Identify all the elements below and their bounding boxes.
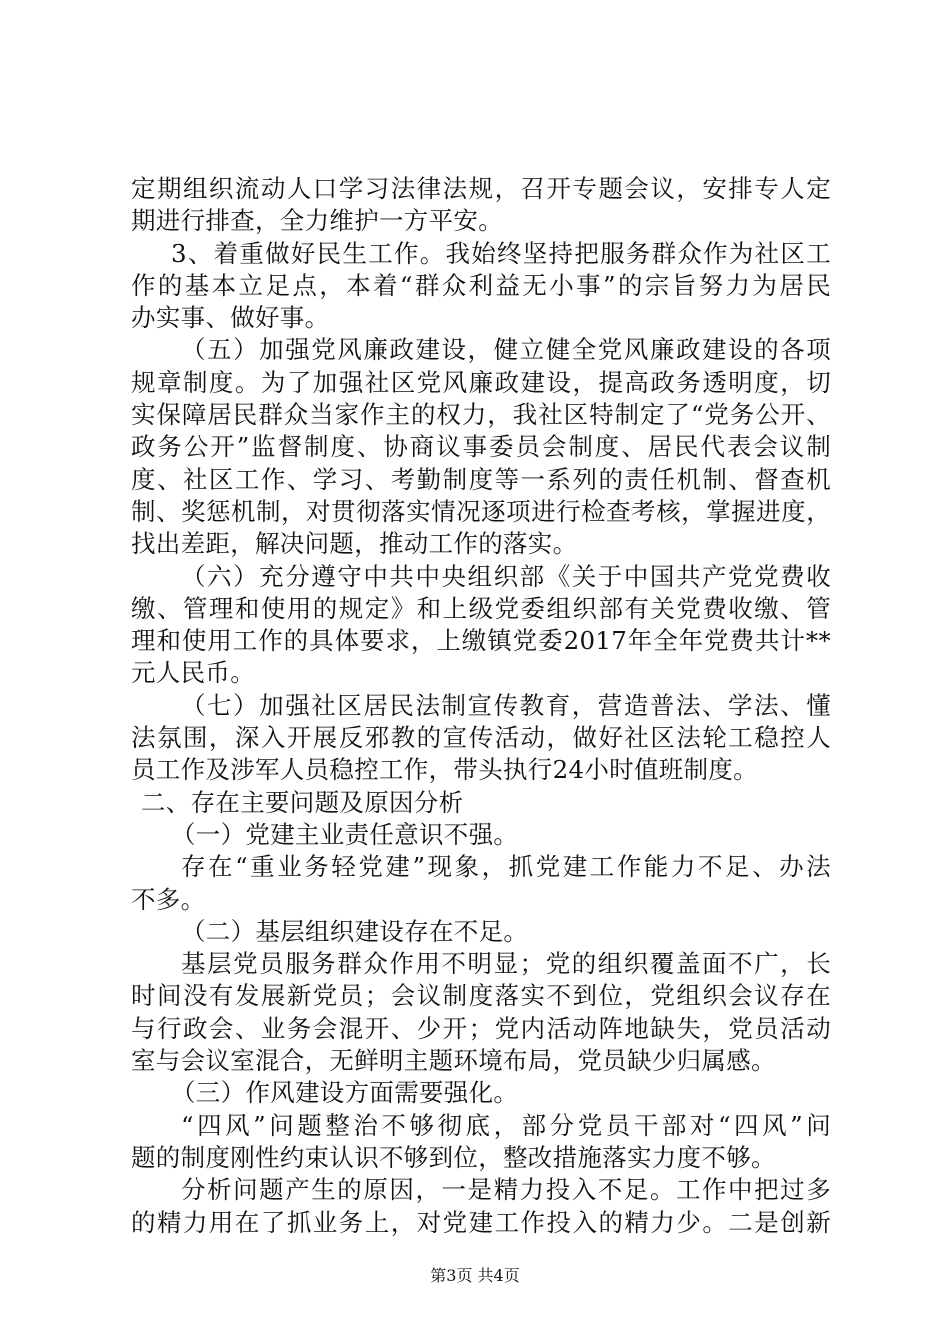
- text-line: 政务公开”监督制度、协商议事委员会制度、居民代表会议制: [131, 432, 831, 462]
- text-line: 理和使用工作的具体要求，上缴镇党委2017年全年党费共计**: [131, 626, 831, 656]
- text-line: （二）基层组织建设存在不足。: [181, 916, 529, 946]
- text-line: 缴、管理和使用的规定》和上级党委组织部有关党费收缴、管: [131, 593, 831, 623]
- text-line: （一）党建主业责任意识不强。: [171, 819, 519, 849]
- text-line: 实保障居民群众当家作主的权力，我社区特制定了“党务公开、: [131, 400, 831, 430]
- text-line: “四风”问题整治不够彻底，部分党员干部对“四风”问: [181, 1110, 831, 1140]
- text-line: 题的制度刚性约束认识不够到位，整改措施落实力度不够。: [131, 1142, 776, 1172]
- text-line: 法氛围，深入开展反邪教的宣传活动，做好社区法轮工稳控人: [131, 723, 831, 753]
- text-line: 找出差距，解决问题，推动工作的落实。: [131, 529, 578, 559]
- text-line: （七）加强社区居民法制宣传教育，营造普法、学法、懂: [181, 690, 831, 720]
- text-line: 的精力用在了抓业务上，对党建工作投入的精力少。二是创新: [131, 1207, 831, 1237]
- text-line: 制、奖惩机制，对贯彻落实情况逐项进行检查考核，掌握进度，: [131, 496, 831, 526]
- text-line: 度、社区工作、学习、考勤制度等一系列的责任机制、督查机: [131, 464, 831, 494]
- text-line: 不多。: [131, 884, 206, 914]
- text-line: 作的基本立足点，本着“群众利益无小事”的宗旨努力为居民: [131, 270, 831, 300]
- text-line: （五）加强党风廉政建设，健立健全党风廉政建设的各项: [181, 335, 831, 365]
- document-body: [131, 173, 831, 1239]
- page-footer: 第3页 共4页: [430, 1266, 520, 1285]
- text-line: 时间没有发展新党员；会议制度落实不到位，党组织会议存在: [131, 981, 831, 1011]
- text-line: 期进行排查，全力维护一方平安。: [131, 206, 503, 236]
- text-line: 与行政会、业务会混开、少开；党内活动阵地缺失，党员活动: [131, 1013, 831, 1043]
- text-line: 存在“重业务轻党建”现象，抓党建工作能力不足、办法: [181, 852, 831, 882]
- text-line: 办实事、做好事。: [131, 303, 330, 333]
- text-line: 定期组织流动人口学习法律法规，召开专题会议，安排专人定: [131, 174, 831, 203]
- text-line: 规章制度。为了加强社区党风廉政建设，提高政务透明度，切: [131, 367, 831, 397]
- text-line: 二、存在主要问题及原因分析: [141, 787, 464, 817]
- text-line: 室与会议室混合，无鲜明主题环境布局，党员缺少归属感。: [131, 1046, 776, 1076]
- text-line: 基层党员服务群众作用不明显；党的组织覆盖面不广，长: [181, 949, 831, 979]
- text-line: （六）充分遵守中共中央组织部《关于中国共产党党费收: [181, 561, 831, 591]
- text-line: 元人民币。: [131, 658, 255, 688]
- text-line: 员工作及涉军人员稳控工作，带头执行24小时值班制度。: [131, 755, 758, 785]
- text-line: 分析问题产生的原因，一是精力投入不足。工作中把过多: [181, 1175, 831, 1205]
- text-line: 3、着重做好民生工作。我始终坚持把服务群众作为社区工: [171, 238, 831, 268]
- text-line: （三）作风建设方面需要强化。: [171, 1078, 519, 1108]
